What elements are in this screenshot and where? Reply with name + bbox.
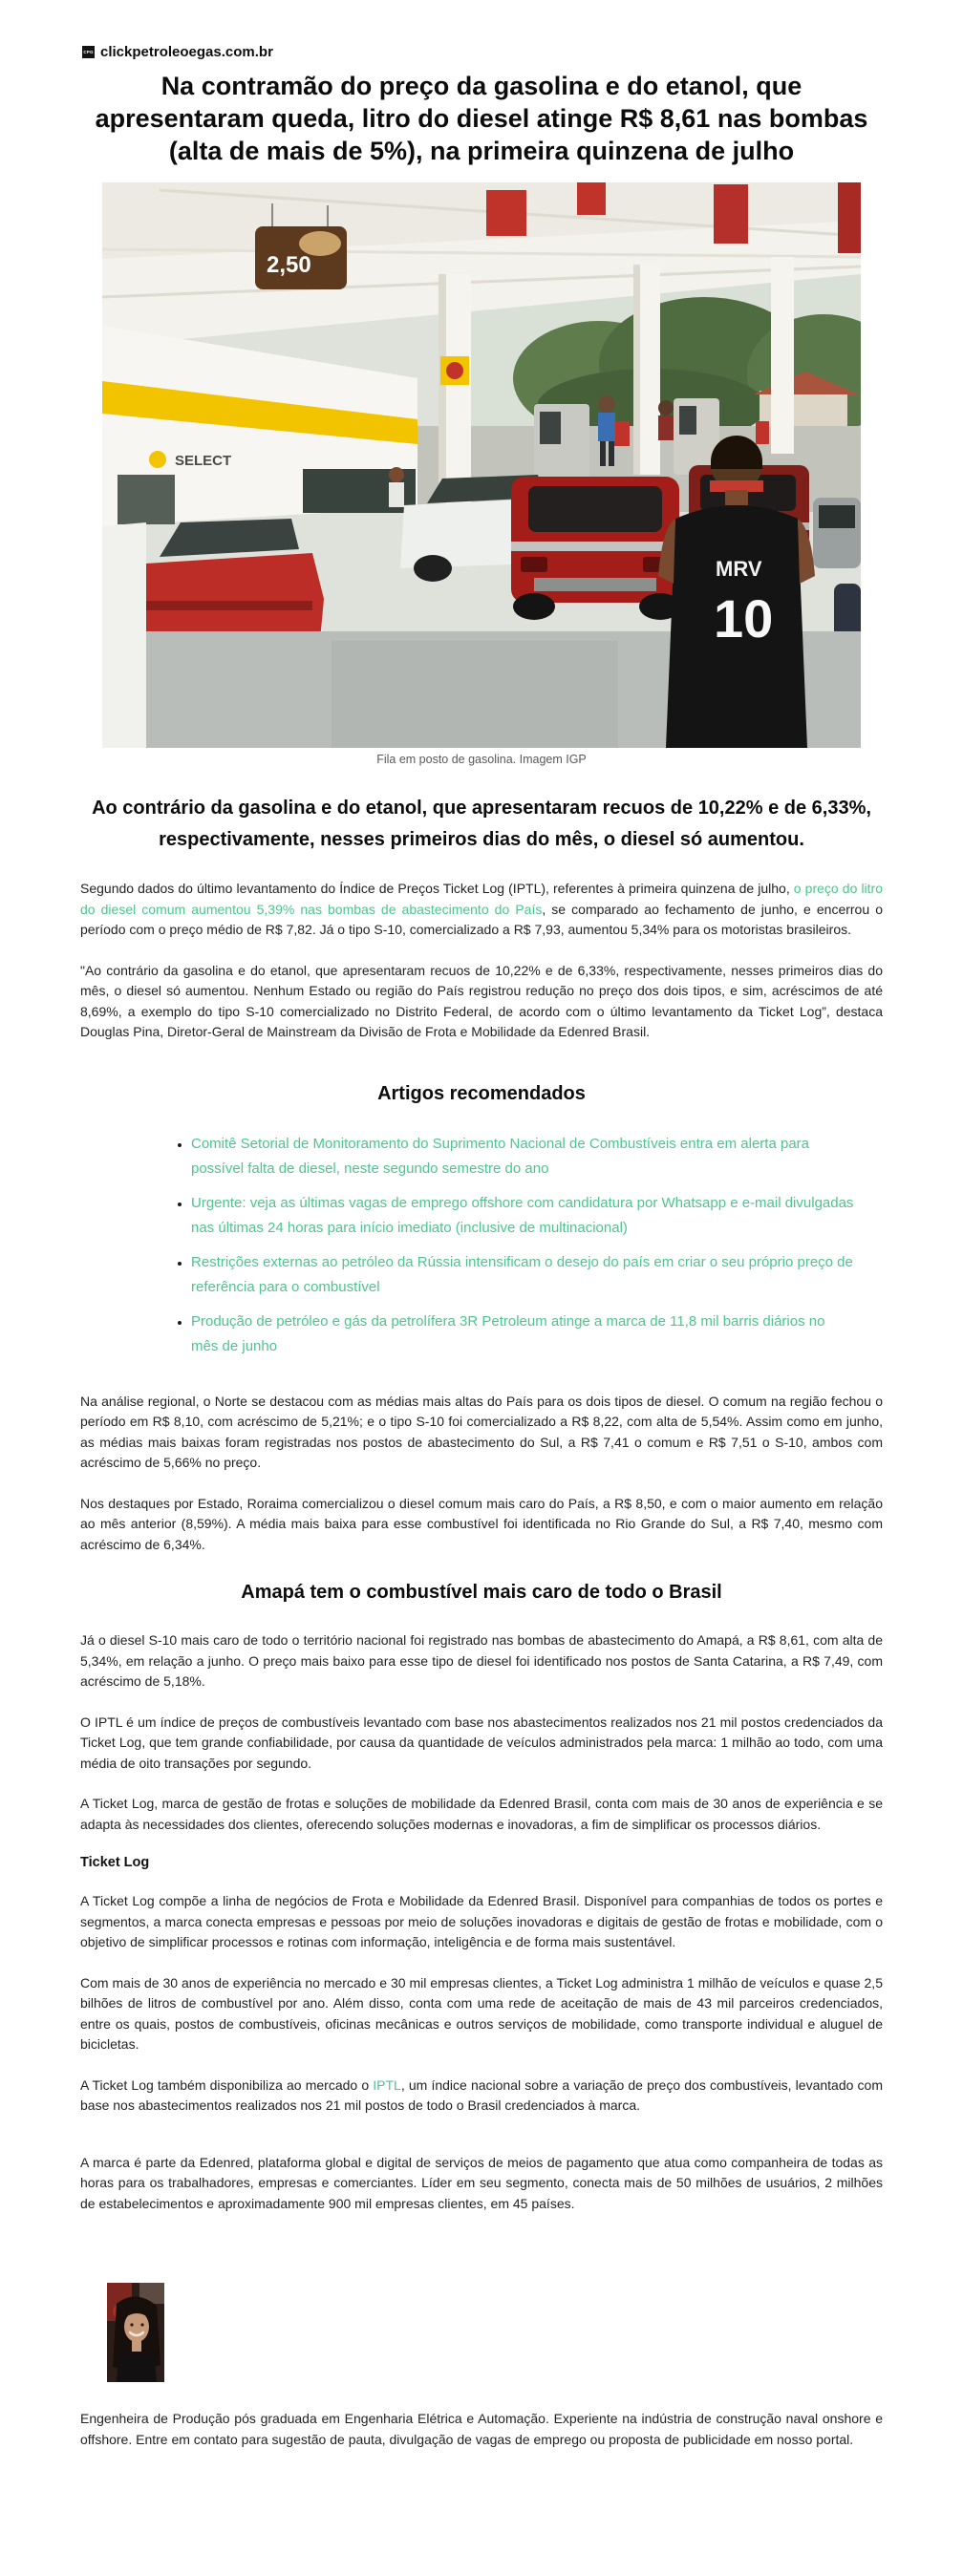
paragraph-text: Segundo dados do último levantamento do Índice de Preços Ticket Log (IPTL), referentes à primeira quinzena de julho, xyxy=(80,881,794,896)
author-photo xyxy=(107,2283,164,2382)
hero-caption: Fila em posto de gasolina. Imagem IGP xyxy=(376,753,587,766)
recommended-article-item xyxy=(191,1250,854,1300)
recommended-articles-list xyxy=(176,1132,854,1359)
author-avatar xyxy=(107,2283,164,2382)
site-domain-link[interactable]: clickpetroleoegas.com.br xyxy=(100,44,273,60)
paragraph-state-highlights: Nos destaques por Estado, Roraima comercializou o diesel comum mais caro do País, a R$ 8,50, e com o maior aumento em relação ao mês anterior (8,59%). A média mais baixa para esse combustível foi identificada no Rio Grande do Sul, a R$ 7,40, mesmo com acréscimo de 6,34%. xyxy=(80,1495,883,1552)
paragraph-text: , se comparado ao fechamento de junho, e encerrou o período com o preço médio de R$ 7,82. Já o tipo S-10, comercializado a R$ 7,93, aumentou 5,34% para os motoristas brasileiros. xyxy=(80,901,883,937)
shirt-brand-text: MRV xyxy=(716,557,762,581)
recommended-article-item xyxy=(191,1309,854,1359)
recommended-article-link[interactable]: Comitê Setorial de Monitoramento do Suprimento Nacional de Combustíveis entra em alerta para possível falta de diesel, neste segundo semestre do ano xyxy=(191,1135,809,1177)
recommended-article-link[interactable]: Produção de petróleo e gás da petrolífera 3R Petroleum atinge a marca de 11,8 mil barris diários no mês de junho xyxy=(191,1312,825,1354)
gas-station-photo xyxy=(102,182,861,748)
shirt-number-text: 10 xyxy=(714,588,774,649)
promo-price-text: 2,50 xyxy=(267,252,311,278)
author-bio: Engenheira de Produção pós graduada em Engenharia Elétrica e Automação. Experiente na indústria de construção naval onshore e offshore. Entre em contato para sugestão de pauta, divulgação de vagas de emprego ou proposta de publicidade em nosso portal. xyxy=(80,2411,883,2447)
iptl-link[interactable]: IPTL xyxy=(373,2076,401,2093)
hero-image xyxy=(102,182,861,748)
article-subheadline: Ao contrário da gasolina e do etanol, que apresentaram recuos de 10,22% e de 6,33%, respectivamente, nesses primeiros dias do mês, o diesel só aumentou. xyxy=(92,798,871,850)
recommended-article-item xyxy=(191,1132,854,1182)
paragraph-amapa-s10: Já o diesel S-10 mais caro de todo o território nacional foi registrado nas bombas de abastecimento do Amapá, a R$ 8,61, com alta de 5,34%, em relação a junho. O preço mais baixo para esse tipo de diesel foi identificado nos postos de Santa Catarina, a R$ 7,49, com acréscimo de 5,18%. xyxy=(80,1632,883,1689)
recommended-article-link[interactable]: Urgente: veja as últimas vagas de emprego offshore com candidatura por Whatsapp e e-mail divulgadas nas últimas 24 horas para início imediato (inclusive de multinacional) xyxy=(191,1194,854,1236)
amapa-section-title: Amapá tem o combustível mais caro de todo o Brasil xyxy=(241,1582,722,1603)
paragraph-text: , um índice nacional sobre a variação de preço dos combustíveis, levantado com base nos abastecimentos realizados nos 21 mil postos de todo o Brasil credenciados à marca. xyxy=(80,2076,883,2113)
paragraph-ticketlog-network: Com mais de 30 anos de experiência no mercado e 30 mil empresas clientes, a Ticket Log administra 1 milhão de veículos e quase 2,5 bilhões de litros de combustível por ano. Além disso, conta com uma rede de aceitação de mais de 43 mil parceiros credenciados, entre os quais, postos de combustíveis, oficinas mecânicas e outros serviços de mobilidade, como transporte individual e aluguel de bicicletas. xyxy=(80,1974,883,2052)
recommended-article-link[interactable]: Restrições externas ao petróleo da Rússia intensificam o desejo do país em criar o seu próprio preço de referência para o combustível xyxy=(191,1253,853,1295)
site-header xyxy=(82,44,883,60)
ticketlog-heading: Ticket Log xyxy=(80,1855,150,1870)
site-favicon-icon: CPG xyxy=(82,46,95,58)
paragraph-text: A Ticket Log também disponibiliza ao mercado o xyxy=(80,2076,374,2093)
paragraph-ticketlog-iptl xyxy=(80,2076,883,2117)
paragraph-iptl-index: O IPTL é um índice de preços de combustíveis levantado com base nos abastecimentos realizados nos 21 mil postos credenciados da Ticket Log, que tem grande confiabilidade, por causa da quantidade de veículos administrados pela marca: 1 milhão ao todo, com uma média de oito transações por segundo. xyxy=(80,1714,883,1771)
paragraph-edenred: A marca é parte da Edenred, plataforma global e digital de serviços de meios de pagamento que atua como companheira de todas as horas para os trabalhadores, empresas e comerciantes. Líder em seu segmento, conecta mais de 50 milhões de usuários, 2 milhões de estabelecimentos e aproximadamente 900 mil empresas clientes, em 45 países. xyxy=(80,2154,883,2211)
diesel-price-link[interactable]: o preço do litro do diesel comum aumentou 5,39% nas bombas de abastecimento do País xyxy=(80,881,883,917)
paragraph-iptl-intro xyxy=(80,879,883,941)
paragraph-regional-analysis: Na análise regional, o Norte se destacou com as médias mais altas do País para os dois tipos de diesel. O comum na região fechou o período em R$ 8,10, com acréscimo de 5,21%; e o tipo S-10 foi comercializado a R$ 8,22, com alta de 5,54%. Assim como em junho, as médias mais baixas foram registradas nos postos de abastecimento do Sul, a R$ 7,41 o comum e R$ 7,51 o S-10, ambos com acréscimo de 5,66% no preço. xyxy=(80,1393,883,1470)
paragraph-quote-douglas-pina: "Ao contrário da gasolina e do etanol, que apresentaram recuos de 10,22% e de 6,33%, respectivamente, nesses primeiros dias do mês, o diesel só aumentou. Nenhum Estado ou região do País registrou redução no preço dos dois tipos, e sim, acréscimos de até 8,69%, a exemplo do tipo S-10 comercializado no Distrito Federal, de acordo com o último levantamento da Ticket Log”, destaca Douglas Pina, Diretor-Geral de Mainstream da Divisão de Frota e Mobilidade da Edenred Brasil. xyxy=(80,962,883,1039)
paragraph-ticketlog-experience: A Ticket Log, marca de gestão de frotas e soluções de mobilidade da Edenred Brasil, conta com mais de 30 anos de experiência e se adapta às necessidades dos clientes, oferecendo soluções modernas e inovadoras, a fim de simplificar os processos diários. xyxy=(80,1796,883,1832)
store-sign-text: SELECT xyxy=(175,453,232,469)
article-headline: Na contramão do preço da gasolina e do etanol, que apresentaram queda, litro do diesel atinge R$ 8,61 nas bombas (alta de mais de 5%), na primeira quinzena de julho xyxy=(95,72,868,165)
recommended-article-item xyxy=(191,1191,854,1241)
recommended-articles-title: Artigos recomendados xyxy=(377,1082,586,1104)
paragraph-ticketlog-about: A Ticket Log compõe a linha de negócios de Frota e Mobilidade da Edenred Brasil. Disponível para companhias de todos os portes e segmentos, a marca conecta empresas e pessoas por meio de soluções inovadoras e digitais de gestão de frotas e mobilidade, com o objetivo de simplificar processos e rotinas com informação, inteligência e de forma mais sustentável. xyxy=(80,1893,883,1949)
